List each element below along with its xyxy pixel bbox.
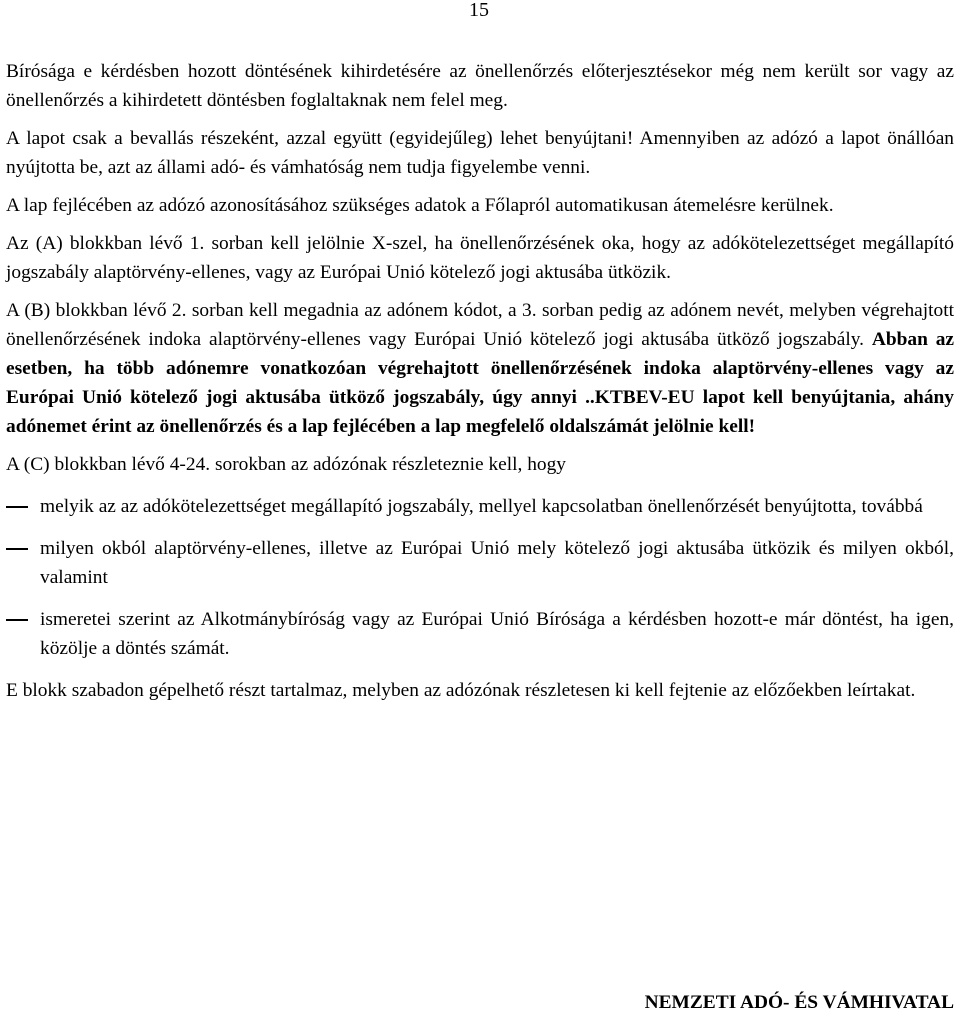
dash-bullet-icon bbox=[6, 548, 28, 550]
document-body bbox=[6, 57, 954, 705]
list-item bbox=[6, 605, 954, 663]
list-item-text: milyen okból alaptörvény-ellenes, illetve az Európai Unió mely kötelező jogi aktusába ütközik és milyen okból, valamint bbox=[40, 538, 954, 588]
paragraph-court-decision: Bírósága e kérdésben hozott döntésének kihirdetésére az önellenőrzés előterjesztésekor még nem került sor vagy az önellenőrzés a kihirdetett döntésben foglaltaknak nem felel meg. bbox=[6, 61, 954, 111]
list-item bbox=[6, 534, 954, 592]
paragraph-submission-rule: A lapot csak a bevallás részeként, azzal együtt (egyidejűleg) lehet benyújtani! Amennyiben az adózó a lapot önállóan nyújtotta be, azt az állami adó- és vámhatóság nem tudja figyelembe venni. bbox=[6, 128, 954, 178]
list-item-text: melyik az az adókötelezettséget megállapító jogszabály, mellyel kapcsolatban önellenőrzését benyújtotta, továbbá bbox=[40, 496, 923, 517]
paragraph-block-e: E blokk szabadon gépelhető részt tartalmaz, melyben az adózónak részletesen ki kell fejtenie az előzőekben leírtakat. bbox=[6, 680, 916, 701]
block-c-bullet-list bbox=[6, 492, 954, 663]
page-number: 15 bbox=[469, 0, 489, 21]
paragraph-block-c: A (C) blokkban lévő 4-24. sorokban az adózónak részleteznie kell, hogy bbox=[6, 454, 566, 475]
paragraph-block-b bbox=[6, 296, 954, 441]
paragraph-block-a: Az (A) blokkban lévő 1. sorban kell jelölnie X-szel, ha önellenőrzésének oka, hogy az adókötelezettséget megállapító jogszabály alaptörvény-ellenes, vagy az Európai Unió kötelező jogi aktusába ütközik. bbox=[6, 233, 954, 283]
paragraph-header-data: A lap fejlécében az adózó azonosításához szükséges adatok a Főlapról automatikusan átemelésre kerülnek. bbox=[6, 195, 834, 216]
block-b-text: A (B) blokkban lévő 2. sorban kell megadnia az adónem kódot, a 3. sorban pedig az adónem nevét, melyben végrehajtott önellenőrzésének indoka alaptörvény-ellenes vagy Európai Unió kötelező jogi aktusába ütköző jogszabály. bbox=[6, 300, 954, 350]
dash-bullet-icon bbox=[6, 506, 28, 508]
list-item-text: ismeretei szerint az Alkotmánybíróság vagy az Európai Unió Bírósága a kérdésben hozott-e már döntést, ha igen, közölje a döntés számát. bbox=[40, 609, 954, 659]
block-b-bold-notice: Abban az esetben, ha több adónemre vonatkozóan végrehajtott önellenőrzésének indoka alaptörvény-ellenes vagy az Európai Unió kötelező jogi aktusába ütköző jogszabály, úgy annyi ..KTBEV-EU lapot kell benyújtania, ahány adónemet érint az önellenőrzés és a lap fejlécében a lap megfelelő oldalszámát jelölnie kell! bbox=[6, 329, 954, 437]
dash-bullet-icon bbox=[6, 619, 28, 621]
list-item bbox=[6, 492, 954, 521]
page-footer: NEMZETI ADÓ- ÉS VÁMHIVATAL bbox=[644, 992, 954, 1013]
